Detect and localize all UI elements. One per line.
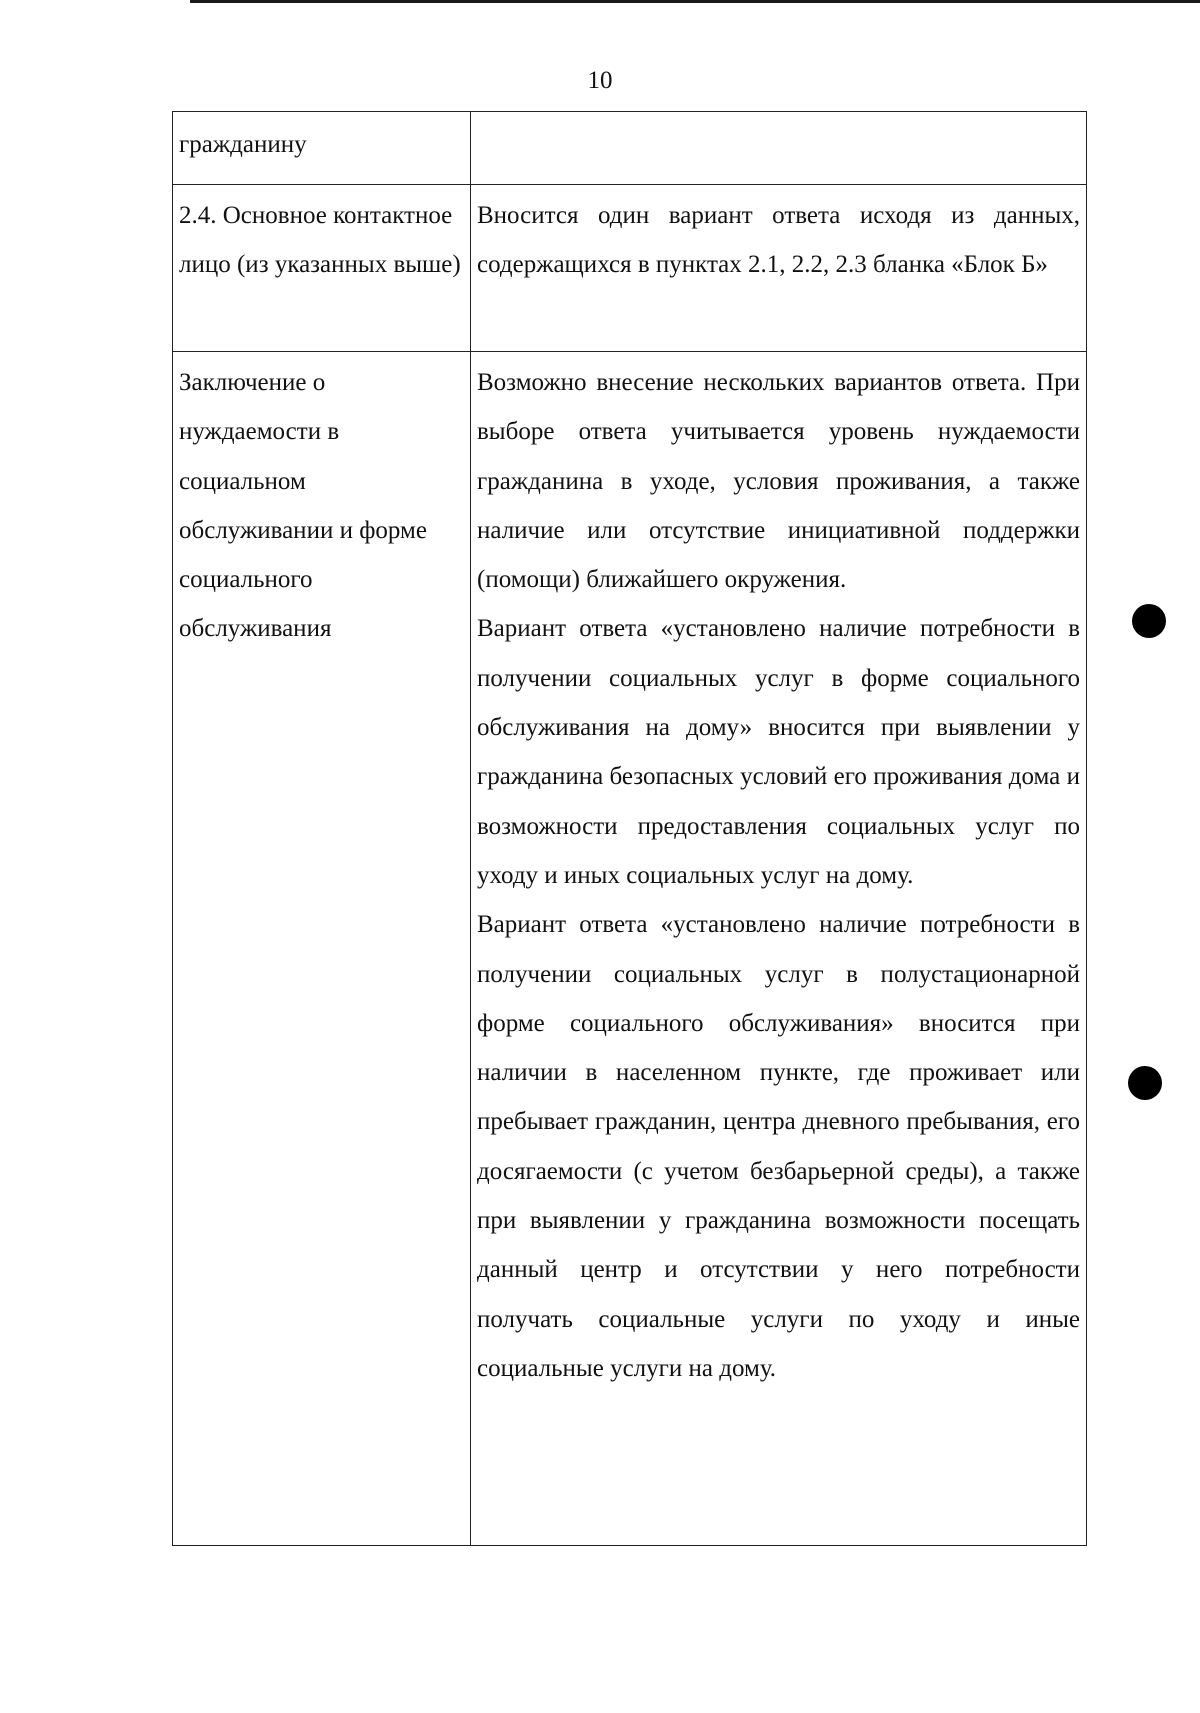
table-row: [173, 185, 1087, 352]
row-label-line: обслуживания: [179, 615, 332, 643]
row-label-cell: [173, 112, 471, 185]
row-label-line: Заключение о: [179, 369, 326, 396]
description-paragraph: Вариант ответа «установлено наличие потребности в получении социальных услуг в полустационарной форме социального обслуживания» вносится при наличии в населенном пункте, где проживает или пребывает гражданин, центра дневного пребывания, его досягаемости (с учетом безбарьерной среды), а также при выявлении у гражданина возможности посещать данный центр и отсутствии у него потребности получать социальные услуги по уходу и иные социальные услуги на дому.: [477, 911, 1080, 1382]
row-description-cell: [471, 185, 1087, 352]
row-label: гражданину: [179, 131, 307, 158]
row-description-cell: [471, 112, 1087, 185]
description-paragraph: Возможно внесение нескольких вариантов ответа. При выборе ответа учитывается уровень нуждаемости гражданина в уходе, условия проживания, а также наличие или отсутствие инициативной поддержки (помощи) ближайшего окружения.: [477, 369, 1080, 594]
row-label: 2.4. Основное контактное лицо (из указанных выше): [179, 202, 461, 279]
instructions-table: [172, 111, 1087, 1546]
row-label-cell: [173, 352, 471, 1546]
row-label-line: нуждаемости в: [179, 418, 340, 446]
description-paragraph: Вариант ответа «установлено наличие потребности в получении социальных услуг в форме социального обслуживания на дому» вносится при выявлении у гражданина безопасных условий его проживания дома и возможности предоставления социальных услуг по уходу и иных социальных услуг на дому.: [477, 615, 1080, 889]
binder-hole-mark: [1132, 604, 1166, 638]
row-label-line: социального: [179, 566, 313, 594]
row-label-line: обслуживании и форме: [179, 516, 427, 544]
table-row: [173, 112, 1087, 185]
table-row: [173, 352, 1087, 1546]
row-label-line: социальном: [179, 467, 306, 495]
row-description: Вносится один вариант ответа исходя из данных, содержащихся в пунктах 2.1, 2.2, 2.3 бланка «Блок Б»: [477, 202, 1080, 279]
binder-hole-mark: [1128, 1066, 1162, 1100]
page-number: 10: [587, 67, 613, 94]
row-description-cell: [471, 352, 1087, 1546]
row-label-cell: [173, 185, 471, 352]
scan-top-edge: [190, 0, 1200, 3]
